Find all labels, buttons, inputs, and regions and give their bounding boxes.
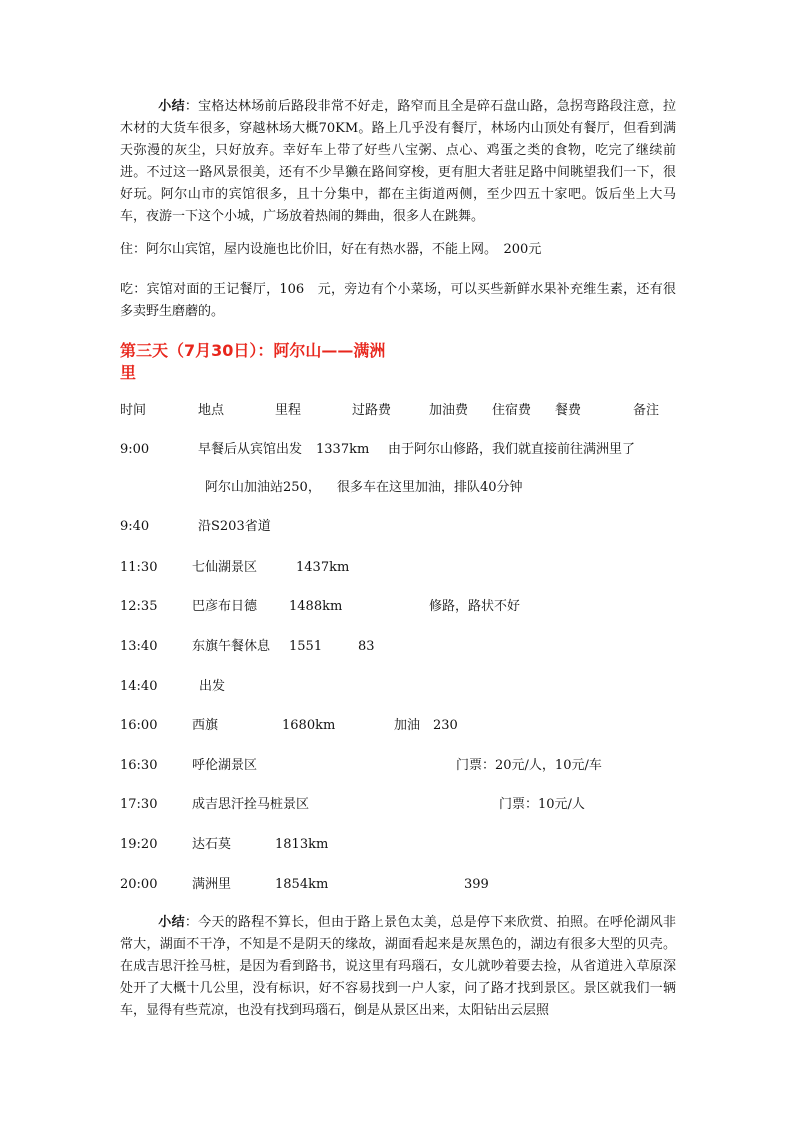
row-note: 399 xyxy=(464,877,489,892)
row-place: 出发 xyxy=(199,679,226,694)
header-fuel: 加油费 xyxy=(429,403,469,418)
row-time: 9:40 xyxy=(120,519,150,534)
header-place: 地点 xyxy=(198,403,225,418)
header-time: 时间 xyxy=(120,403,147,418)
row-place: 早餐后从宾馆出发 xyxy=(198,442,303,457)
row-time: 16:30 xyxy=(120,758,158,773)
header-lodging: 住宿费 xyxy=(492,403,532,418)
row-time: 17:30 xyxy=(120,797,158,812)
row-note: 修路，路状不好 xyxy=(429,599,521,614)
row-distance: 1437km xyxy=(296,560,350,575)
header-distance: 里程 xyxy=(275,403,302,418)
row-place: 西旗 xyxy=(192,718,219,733)
summary-text: ：今天的路程不算长，但由于路上景色太美，总是停下来欣赏、拍照。在呼伦湖风非常大，湖面不干净，不知是不是阴天的缘故，湖面看起来是灰黑色的，湖边有很多大型的贝壳。在成吉思汗拴马桩，是因为看到路书，说这里有玛瑙石，女儿就吵着要去捡，从省道进入草原深处开了大概十几公里，没有标识，好不容易找到一户人家，问了路才找到景区。景区就我们一辆车，显得有些荒凉，也没有找到玛瑙石，倒是从景区出来，太阳钻出云层照 xyxy=(120,915,676,1018)
day3-heading xyxy=(120,340,420,384)
stay-line: 住：阿尔山宾馆，屋内设施也比价旧，好在有热水器，不能上网。 200元 xyxy=(120,242,542,257)
row-time: 12:35 xyxy=(120,599,158,614)
row-note: 由于阿尔山修路，我们就直接前往满洲里了 xyxy=(388,442,636,457)
row-note: 门票：10元/人 xyxy=(499,797,585,812)
header-meals: 餐费 xyxy=(555,403,582,418)
row-note: 加油 230 xyxy=(394,718,458,733)
summary-text: ：宝格达林场前后路段非常不好走，路窄而且全是碎石盘山路，急拐弯路段注意，拉木材的大货车很多，穿越林场大概70KM。路上几乎没有餐厅，林场内山顶处有餐厅，但看到满天弥漫的灰尘，只好放弃。幸好车上带了好些八宝粥、点心、鸡蛋之类的食物，吃完了继续前进。不过这一路风景很美，还有不少旱獭在路间穿梭，更有胆大者驻足路中间眺望我们一下，很好玩。阿尔山市的宾馆很多，且十分集中，都在主街道两侧，至少四五十家吧。饭后坐上大马车，夜游一下这个小城，广场放着热闹的舞曲，很多人在跳舞。 xyxy=(120,99,676,224)
row-note: 83 xyxy=(358,639,375,654)
eat-line: 吃：宾馆对面的王记餐厅，106 元，旁边有个小菜场，可以买些新鲜水果补充维生素，还有很多卖野生磨蘑的。 xyxy=(120,282,676,319)
header-toll: 过路费 xyxy=(352,403,392,418)
row-distance: 1854km xyxy=(275,877,329,892)
day3-heading-line2: 里 xyxy=(120,363,137,382)
header-remarks: 备注 xyxy=(633,403,660,418)
row-place: 沿S203省道 xyxy=(198,519,271,534)
row-time: 11:30 xyxy=(120,560,158,575)
row-distance: 1337km xyxy=(316,442,370,457)
summary-paragraph-1 xyxy=(120,96,676,228)
row-place: 满洲里 xyxy=(192,877,232,892)
row-place: 成吉思汗拴马桩景区 xyxy=(192,797,310,812)
row-place: 阿尔山加油站250， xyxy=(205,480,321,495)
row-place: 达石莫 xyxy=(192,837,232,852)
row-time: 13:40 xyxy=(120,639,158,654)
row-place: 东旗午餐休息 xyxy=(192,639,271,654)
row-place: 七仙湖景区 xyxy=(192,560,258,575)
row-time: 14:40 xyxy=(120,679,158,694)
row-time: 16:00 xyxy=(120,718,158,733)
row-distance: 1488km xyxy=(289,599,343,614)
row-time: 19:20 xyxy=(120,837,158,852)
row-place: 巴彦布日德 xyxy=(192,599,258,614)
row-time: 20:00 xyxy=(120,877,158,892)
summary-label: 小结 xyxy=(158,915,185,930)
row-time: 9:00 xyxy=(120,442,150,457)
row-note: 门票：20元/人，10元/车 xyxy=(456,758,602,773)
row-distance: 1813km xyxy=(275,837,329,852)
summary-paragraph-2 xyxy=(120,912,676,1022)
row-distance: 1551 xyxy=(289,639,323,654)
summary-label: 小结 xyxy=(158,99,185,114)
row-distance: 1680km xyxy=(282,718,336,733)
day3-heading-line1: 第三天（7月30日）：阿尔山——满洲 xyxy=(120,341,386,360)
row-note: 很多车在这里加油，排队40分钟 xyxy=(337,480,523,495)
row-place: 呼伦湖景区 xyxy=(192,758,258,773)
